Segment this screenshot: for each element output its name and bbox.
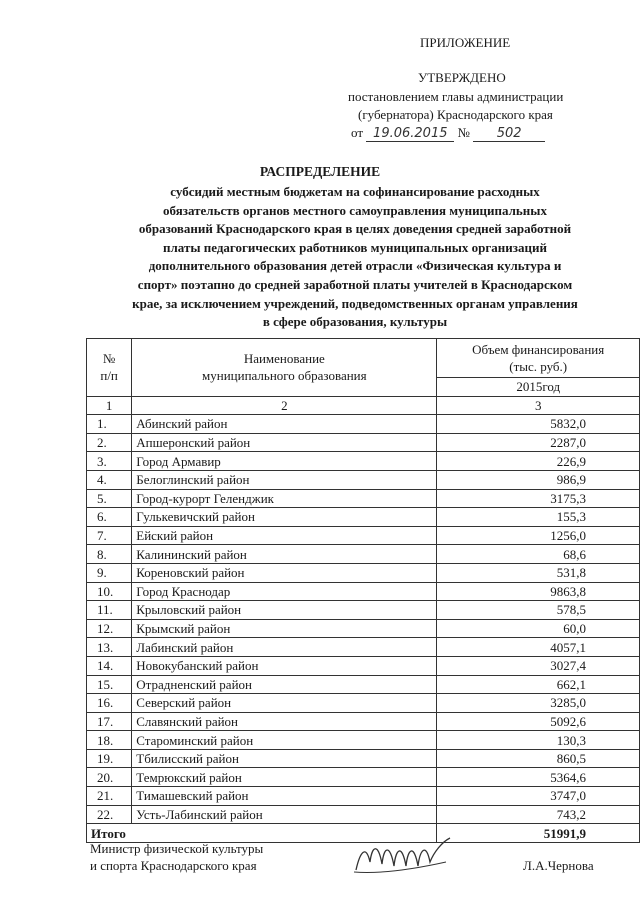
row-amount: 226,9 <box>437 452 640 471</box>
row-amount: 68,6 <box>437 545 640 564</box>
row-municipality: Усть-Лабинский район <box>132 805 437 824</box>
table-row <box>87 433 640 452</box>
table-row <box>87 749 640 768</box>
signatory-position-line-2: и спорта Краснодарского края <box>90 858 257 873</box>
header-number-line: п/п <box>100 368 118 384</box>
decree-date-number-line <box>351 125 545 142</box>
row-number: 8. <box>87 545 132 564</box>
table-row <box>87 694 640 713</box>
row-number: 5. <box>87 489 132 508</box>
subtitle-line: образований Краснодарского края в целях доведения средней заработной <box>138 221 572 237</box>
row-municipality: Тбилисский район <box>132 749 437 768</box>
row-municipality: Славянский район <box>132 712 437 731</box>
table-row <box>87 675 640 694</box>
row-municipality: Белоглинский район <box>132 470 437 489</box>
row-amount: 5364,6 <box>437 768 640 787</box>
row-municipality: Апшеронский район <box>132 433 437 452</box>
row-amount: 3285,0 <box>437 694 640 713</box>
document-subtitle <box>105 183 605 332</box>
table-row <box>87 656 640 675</box>
row-amount: 986,9 <box>437 470 640 489</box>
header-number <box>87 339 132 397</box>
table-row <box>87 508 640 527</box>
header-number-line: № <box>102 351 116 367</box>
table-row <box>87 805 640 824</box>
index-cell: 2 <box>132 396 437 415</box>
header-value-line: (тыс. руб.) <box>509 359 568 374</box>
row-municipality: Лабинский район <box>132 638 437 657</box>
row-number: 4. <box>87 470 132 489</box>
subtitle-line: платы педагогических работников муниципальных организаций <box>163 239 547 255</box>
header-year: 2015год <box>437 378 640 397</box>
table-row <box>87 731 640 750</box>
row-number: 18. <box>87 731 132 750</box>
appendix-label: ПРИЛОЖЕНИЕ <box>420 35 511 50</box>
header-value <box>437 339 640 378</box>
row-municipality: Город Краснодар <box>132 582 437 601</box>
row-municipality: Темрюкский район <box>132 768 437 787</box>
handwritten-number: 502 <box>496 126 522 141</box>
table-index-row <box>87 396 640 415</box>
row-municipality: Новокубанский район <box>132 656 437 675</box>
row-amount: 2287,0 <box>437 433 640 452</box>
table-row <box>87 563 640 582</box>
total-label: Итого <box>87 824 437 843</box>
row-number: 6. <box>87 508 132 527</box>
date-field <box>366 125 454 142</box>
row-municipality: Крымский район <box>132 619 437 638</box>
index-cell: 3 <box>437 396 640 415</box>
row-amount: 155,3 <box>437 508 640 527</box>
row-amount: 578,5 <box>437 601 640 620</box>
row-number: 11. <box>87 601 132 620</box>
table-row <box>87 526 640 545</box>
row-municipality: Северский район <box>132 694 437 713</box>
number-field <box>473 125 545 142</box>
row-number: 22. <box>87 805 132 824</box>
row-municipality: Город Армавир <box>132 452 437 471</box>
decree-line-1: постановлением главы администрации <box>348 89 564 104</box>
row-municipality: Гулькевичский район <box>132 508 437 527</box>
table-row <box>87 787 640 806</box>
document-title: РАСПРЕДЕЛЕНИЕ <box>259 164 381 179</box>
row-number: 1. <box>87 415 132 434</box>
date-prefix: от <box>351 125 364 140</box>
total-value: 51991,9 <box>437 824 640 843</box>
table-row <box>87 415 640 434</box>
row-amount: 3027,4 <box>437 656 640 675</box>
table-row <box>87 582 640 601</box>
approved-label: УТВЕРЖДЕНО <box>418 70 506 85</box>
handwritten-date: 19.06.2015 <box>373 126 448 141</box>
subtitle-line: субсидий местным бюджетам на софинансирование расходных <box>170 184 540 199</box>
row-municipality: Город-курорт Геленджик <box>132 489 437 508</box>
number-prefix: № <box>457 125 470 140</box>
row-municipality: Тимашевский район <box>132 787 437 806</box>
table-row <box>87 601 640 620</box>
subtitle-line: в сфере образования, культуры <box>262 314 448 330</box>
distribution-table <box>86 338 640 843</box>
row-number: 13. <box>87 638 132 657</box>
header-name <box>132 339 437 397</box>
index-cell: 1 <box>87 396 132 415</box>
row-number: 17. <box>87 712 132 731</box>
table-row <box>87 712 640 731</box>
row-number: 21. <box>87 787 132 806</box>
row-municipality: Ейский район <box>132 526 437 545</box>
table-row <box>87 768 640 787</box>
distribution-table-body <box>87 339 640 843</box>
handwritten-signature <box>350 832 460 882</box>
row-amount: 5832,0 <box>437 415 640 434</box>
row-municipality: Абинский район <box>132 415 437 434</box>
header-name-line: Наименование <box>243 351 325 367</box>
signatory-position-line-1: Министр физической культуры <box>90 841 264 856</box>
row-amount: 662,1 <box>437 675 640 694</box>
row-number: 20. <box>87 768 132 787</box>
table-row <box>87 619 640 638</box>
row-municipality: Отрадненский район <box>132 675 437 694</box>
table-row <box>87 489 640 508</box>
table-row <box>87 545 640 564</box>
row-amount: 3175,3 <box>437 489 640 508</box>
row-municipality: Староминский район <box>132 731 437 750</box>
row-amount: 60,0 <box>437 619 640 638</box>
row-number: 16. <box>87 694 132 713</box>
row-number: 19. <box>87 749 132 768</box>
row-amount: 743,2 <box>437 805 640 824</box>
row-number: 12. <box>87 619 132 638</box>
table-header-row <box>87 339 640 378</box>
row-number: 2. <box>87 433 132 452</box>
row-amount: 531,8 <box>437 563 640 582</box>
row-municipality: Крыловский район <box>132 601 437 620</box>
row-amount: 5092,6 <box>437 712 640 731</box>
row-municipality: Калининский район <box>132 545 437 564</box>
subtitle-line: обязательств органов местного самоуправления муниципальных <box>163 202 547 218</box>
row-number: 7. <box>87 526 132 545</box>
row-number: 9. <box>87 563 132 582</box>
row-amount: 130,3 <box>437 731 640 750</box>
table-row <box>87 452 640 471</box>
decree-line-2: (губернатора) Краснодарского края <box>358 107 553 122</box>
table-row <box>87 470 640 489</box>
subtitle-line: дополнительного образования детей отрасли «Физическая культура и <box>148 258 562 274</box>
row-number: 3. <box>87 452 132 471</box>
signatory-name: Л.А.Чернова <box>523 858 594 873</box>
row-amount: 1256,0 <box>437 526 640 545</box>
subtitle-line: спорт» поэтапно до средней заработной платы учителей в Краснодарском <box>137 276 573 292</box>
row-amount: 4057,1 <box>437 638 640 657</box>
row-municipality: Кореновский район <box>132 563 437 582</box>
row-amount: 860,5 <box>437 749 640 768</box>
header-name-line: муниципального образования <box>202 368 367 384</box>
row-amount: 3747,0 <box>437 787 640 806</box>
subtitle-line: крае, за исключением учреждений, подведомственных органам управления <box>132 295 578 311</box>
row-number: 15. <box>87 675 132 694</box>
row-number: 10. <box>87 582 132 601</box>
row-number: 14. <box>87 656 132 675</box>
table-row <box>87 638 640 657</box>
row-amount: 9863,8 <box>437 582 640 601</box>
header-value-line: Объем финансирования <box>472 342 605 357</box>
